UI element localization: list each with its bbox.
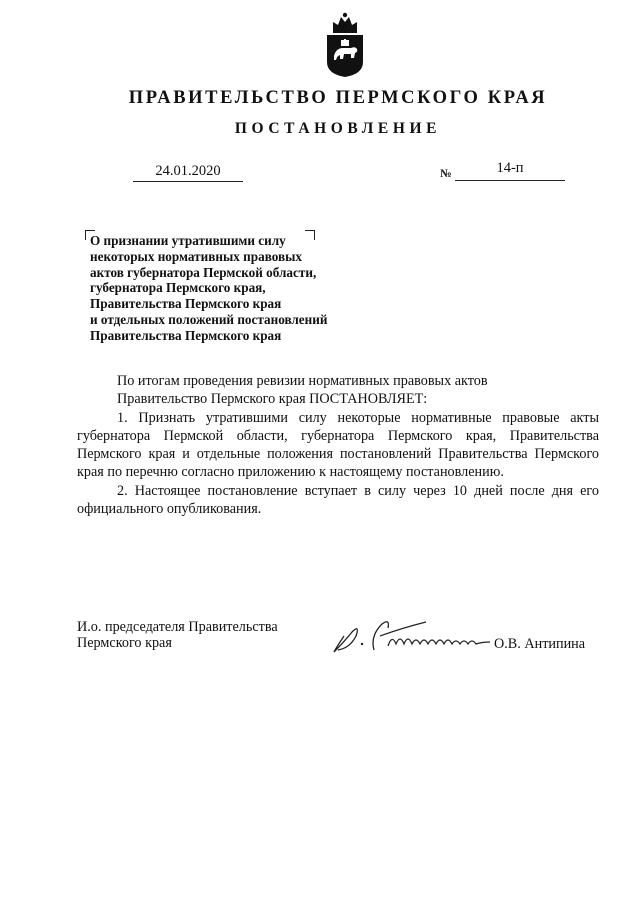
- document-date: 24.01.2020: [133, 163, 243, 182]
- handwritten-signature: [330, 612, 510, 658]
- subject-line: О признании утратившими силу: [90, 233, 286, 248]
- signatory-position: [77, 620, 278, 651]
- signatory-name: О.В. Антипина: [494, 636, 586, 652]
- number-label: №: [440, 168, 452, 180]
- preamble-line-1: По итогам проведения ревизии нормативных правовых актов: [117, 373, 488, 389]
- document-number: 14-п: [455, 160, 565, 181]
- document-subject: [90, 233, 420, 344]
- subject-line: Правительства Пермского края: [90, 296, 282, 312]
- government-title: ПРАВИТЕЛЬСТВО ПЕРМСКОГО КРАЯ: [128, 88, 548, 108]
- position-line-2: Пермского края: [77, 634, 172, 651]
- document-body: [77, 372, 599, 518]
- coat-of-arms-icon: [324, 10, 366, 78]
- subject-line: Правительства Пермского края: [90, 327, 282, 343]
- item-2-paragraph: 2. Настоящее постановление вступает в силу через 10 дней после дня его официального опубликования.: [77, 482, 599, 518]
- preamble-line-2: Правительство Пермского края ПОСТАНОВЛЯЕТ:: [117, 391, 428, 408]
- document-type: ПОСТАНОВЛЕНИЕ: [234, 120, 442, 137]
- position-line-1: И.о. председателя Правительства: [77, 619, 278, 635]
- item-1-paragraph: 1. Признать утратившими силу некоторые нормативные правовые акты губернатора Пермской области, губернатора Пермского края, Правительства Пермского края и отдельные положения постановлений Правительства Пермского края по перечню согласно приложению к настоящему постановлению.: [77, 409, 599, 481]
- subject-line: губернатора Пермского края,: [90, 280, 266, 296]
- subject-line: некоторых нормативных правовых: [90, 248, 303, 264]
- subject-line: и отдельных положений постановлений: [90, 311, 328, 327]
- subject-line: актов губернатора Пермской области,: [90, 264, 317, 280]
